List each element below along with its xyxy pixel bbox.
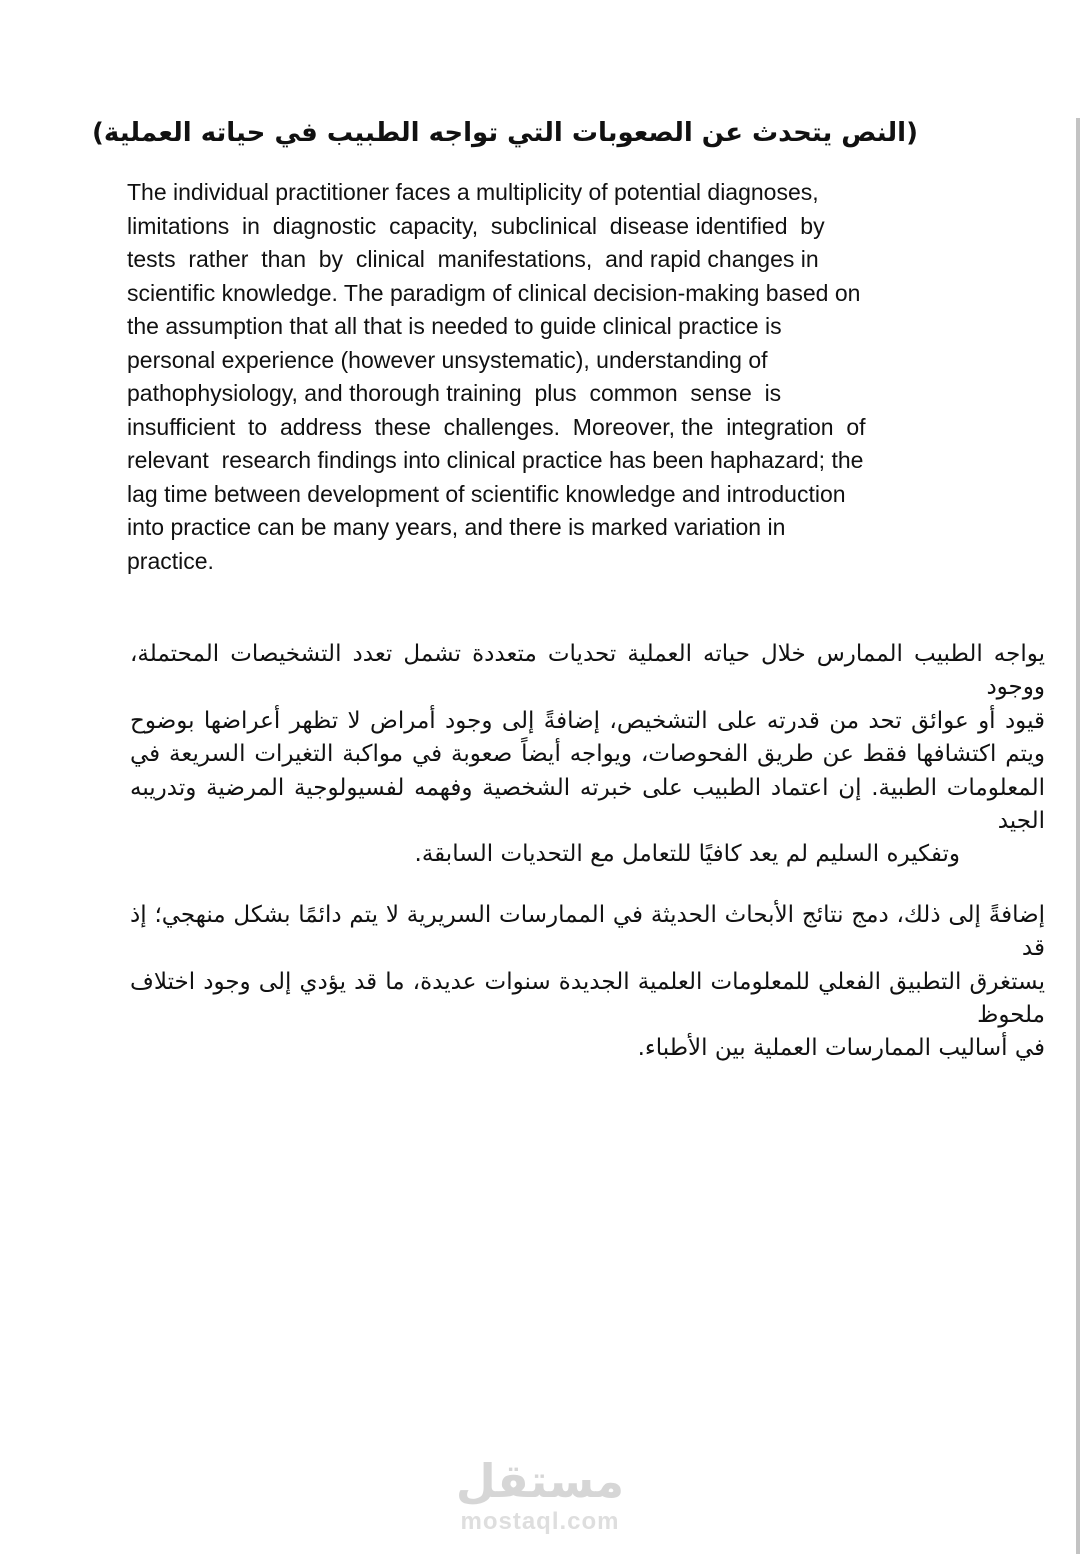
text-line: the assumption that all that is needed to guide clinical practice is	[127, 313, 782, 339]
text-line: tests rather than by clinical manifestations, and rapid changes in	[127, 246, 819, 272]
text-line: into practice can be many years, and there is marked variation in	[127, 514, 786, 540]
text-line: practice.	[127, 547, 214, 574]
text-line: يواجه الطبيب الممارس خلال حياته العملية تحديات متعددة تشمل تعدد التشخيصات المحتملة، ووجود	[130, 641, 1045, 701]
text-line: إضافةً إلى ذلك، دمج نتائج الأبحاث الحديثة في الممارسات السريرية لا يتم دائمًا بشكل منهجي؛ إذ قد	[130, 901, 1045, 962]
watermark	[0, 1456, 1080, 1535]
text-line: insufficient to address these challenges. Moreover, the integration of	[127, 413, 866, 440]
text-line: scientific knowledge. The paradigm of clinical decision-making based on	[127, 279, 861, 306]
text-line: وتفكيره السليم لم يعد كافيًا للتعامل مع التحديات السابقة.	[414, 841, 960, 868]
text-line: lag time between development of scientific knowledge and introduction	[127, 480, 846, 507]
text-line: قيود أو عوائق تحد من قدرته على التشخيص، إضافةً إلى وجود أمراض لا تظهر أعراضها بوضوح	[130, 707, 1045, 734]
text-line: المعلومات الطبية. إن اعتماد الطبيب على خبرته الشخصية وفهمه لفسيولوجية المرضية وتدريبه الجيد	[130, 774, 1045, 835]
text-line: personal experience (however unsystematic), understanding of	[127, 346, 768, 373]
page-edge-line	[1076, 118, 1080, 1554]
arabic-paragraph-1	[130, 638, 1045, 872]
text-line: relevant research findings into clinical practice has been haphazard; the	[127, 447, 864, 473]
mostaql-url: mostaql.com	[460, 1507, 620, 1535]
text-line: ويتم اكتشافها فقط عن طريق الفحوصات، ويواجه أيضاً صعوبة في مواكبة التغيرات السريعة في	[130, 741, 1045, 768]
text-line: يستغرق التطبيق الفعلي للمعلومات العلمية الجديدة سنوات عديدة، ما قد يؤدي إلى وجود اختلاف ملحوظ	[130, 968, 1045, 1029]
text-line: The individual practitioner faces a multiplicity of potential diagnoses,	[127, 179, 819, 205]
english-paragraph	[127, 176, 957, 578]
document-title: (النص يتحدث عن الصعوبات التي تواجه الطبيب في حياته العملية)	[92, 118, 918, 148]
text-line: في أساليب الممارسات العملية بين الأطباء.	[637, 1035, 1045, 1062]
text-line: pathophysiology, and thorough training plus common sense is	[127, 380, 782, 406]
document-page	[0, 118, 1080, 1554]
arabic-paragraph-2	[130, 899, 1045, 1066]
mostaql-logo: مستقل	[455, 1454, 625, 1508]
text-line: limitations in diagnostic capacity, subclinical disease identified by	[127, 212, 825, 239]
